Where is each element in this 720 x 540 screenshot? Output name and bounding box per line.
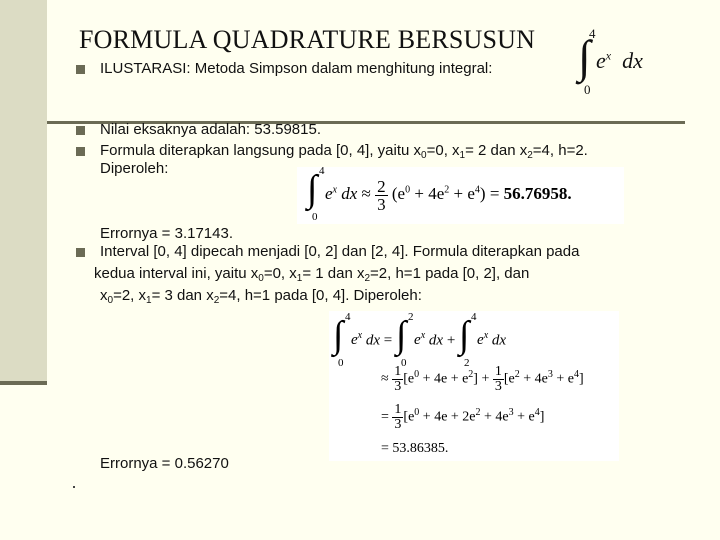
bullet-composite-line3: $x_0=2$, $x_1= 3$ dan $x_2=4$, h=1 pada [0, 4]. Diperoleh:	[100, 287, 422, 306]
bullet-exact-value: Nilai eksaknya adalah: 53.59815.	[100, 121, 321, 138]
integral-upper-limit: 4	[589, 26, 596, 41]
integral-body: $e^x$ dx	[596, 48, 643, 73]
formula2-result: 53.86385.	[392, 441, 449, 456]
left-decor-bar-edge	[0, 381, 47, 385]
formula-simpson-composite: ∫ 4 0 $e^x$ dx = ∫ 2 0 $e^x$ dx + ∫ 4 2 $e^x$ dx ≈ $\frac{1}{3}$ $[e^0 + 4e + e^2]$ + $\frac{1}{3}$ $[e^2 + 4e^3 + e^4]$ = $\frac{1}{3}$ $[e^0 + 4e + 2e^2 + 4e^3 + e^4]$ = 53.86385.	[329, 311, 619, 461]
bullet-direct-formula: Formula diterapkan langsung pada [0, 4], yaitu $x_0=0$, $x_1= 2$ dan $x_2=4$, h=2.	[100, 142, 588, 161]
integral-sign-icon: ∫	[578, 31, 591, 82]
slide-title: FORMULA QUADRATURE BERSUSUN	[79, 25, 536, 54]
bullet-marker	[76, 65, 85, 74]
bullet-composite-line2: kedua interval ini, yaitu $x_0=0$, $x_1= 1$ dan $x_2=2$, h=1 pada [0, 2], dan	[94, 265, 530, 284]
bullet-marker	[76, 248, 85, 257]
bullet-marker	[76, 147, 85, 156]
bullet-marker	[76, 126, 85, 135]
integral-lower-limit: 0	[584, 82, 591, 97]
error-composite: Errornya = 0.56270	[100, 455, 229, 472]
bullet-direct-formula-cont: Diperoleh:	[100, 160, 169, 177]
bullet-illustration: ILUSTARASI: Metoda Simpson dalam menghitung integral:	[100, 60, 493, 77]
error-direct: Errornya = 3.17143.	[100, 225, 234, 242]
formula1-result: 56.76958.	[503, 183, 572, 203]
footnote-dot	[73, 486, 75, 488]
bullet-composite-formula: Interval [0, 4] dipecah menjadi [0, 2] dan [2, 4]. Formula diterapkan pada	[100, 243, 580, 260]
formula-simpson-direct: ∫ 4 0 $e^x$ dx ≈ $\frac{2}{3}$ $(e^0 + 4e^2 + e^4) = 56.76958$.	[297, 167, 624, 224]
left-decor-bar	[0, 0, 47, 383]
